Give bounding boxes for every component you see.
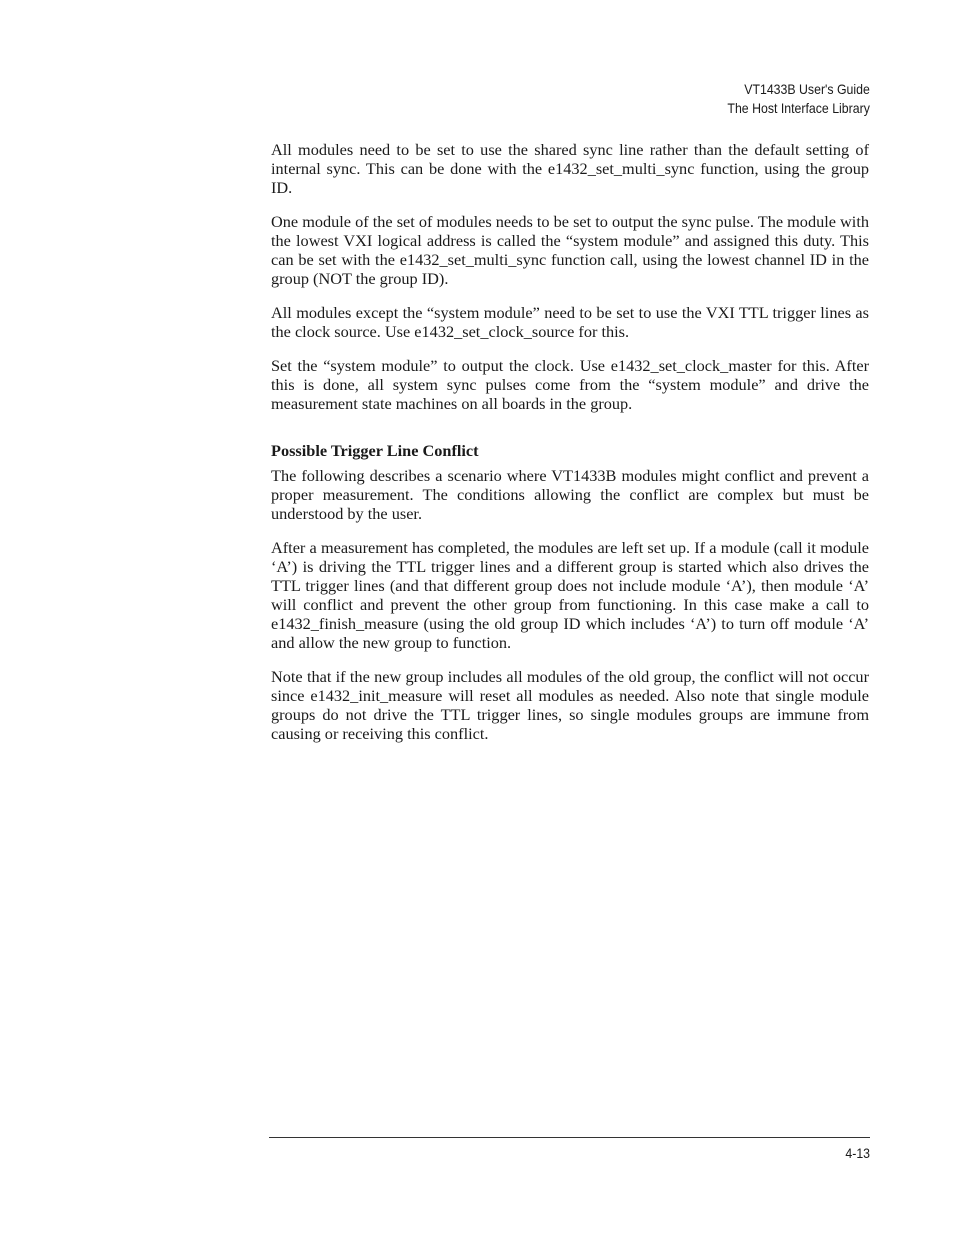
- footer-divider: [269, 1137, 870, 1138]
- body-paragraph: The following describes a scenario where VT1433B modules might conflict and prevent a proper measurement. The conditions allowing the conflict are complex but must be understood by the user.: [271, 466, 869, 523]
- header-chapter-title: The Host Interface Library: [727, 100, 870, 116]
- page-body: [271, 140, 869, 758]
- section-heading: Possible Trigger Line Conflict: [271, 441, 479, 460]
- body-paragraph: Note that if the new group includes all modules of the old group, the conflict will not occur since e1432_init_measure will reset all modules as needed. Also note that single module groups do not drive the TTL trigger lines, so single modules groups are immune from causing or receiving this conflict.: [271, 667, 869, 743]
- running-header: [728, 80, 870, 118]
- page-number: 4-13: [845, 1145, 870, 1161]
- body-paragraph: All modules except the “system module” need to be set to use the VXI TTL trigger lines as the clock source. Use e1432_set_clock_source for this.: [271, 303, 869, 341]
- body-paragraph: After a measurement has completed, the modules are left set up. If a module (call it module ‘A’) is driving the TTL trigger lines and a different group is started which also drives the TTL trigger lines (and that different group does not include module ‘A’), then module ‘A’ will conflict and prevent the other group from functioning. In this case make a call to e1432_finish_measure (using the old group ID which includes ‘A’) to turn off module ‘A’ and allow the new group to function.: [271, 538, 869, 652]
- body-paragraph: Set the “system module” to output the clock. Use e1432_set_clock_master for this. After this is done, all system sync pulses come from the “system module” and drive the measurement state machines on all boards in the group.: [271, 356, 869, 413]
- header-guide-title: VT1433B User's Guide: [744, 81, 870, 97]
- body-paragraph: All modules need to be set to use the shared sync line rather than the default setting of internal sync. This can be done with the e1432_set_multi_sync function, using the group ID.: [271, 140, 869, 197]
- body-paragraph: One module of the set of modules needs to be set to output the sync pulse. The module with the lowest VXI logical address is called the “system module” and assigned this duty. This can be set with the e1432_set_multi_sync function call, using the lowest channel ID in the group (NOT the group ID).: [271, 212, 869, 288]
